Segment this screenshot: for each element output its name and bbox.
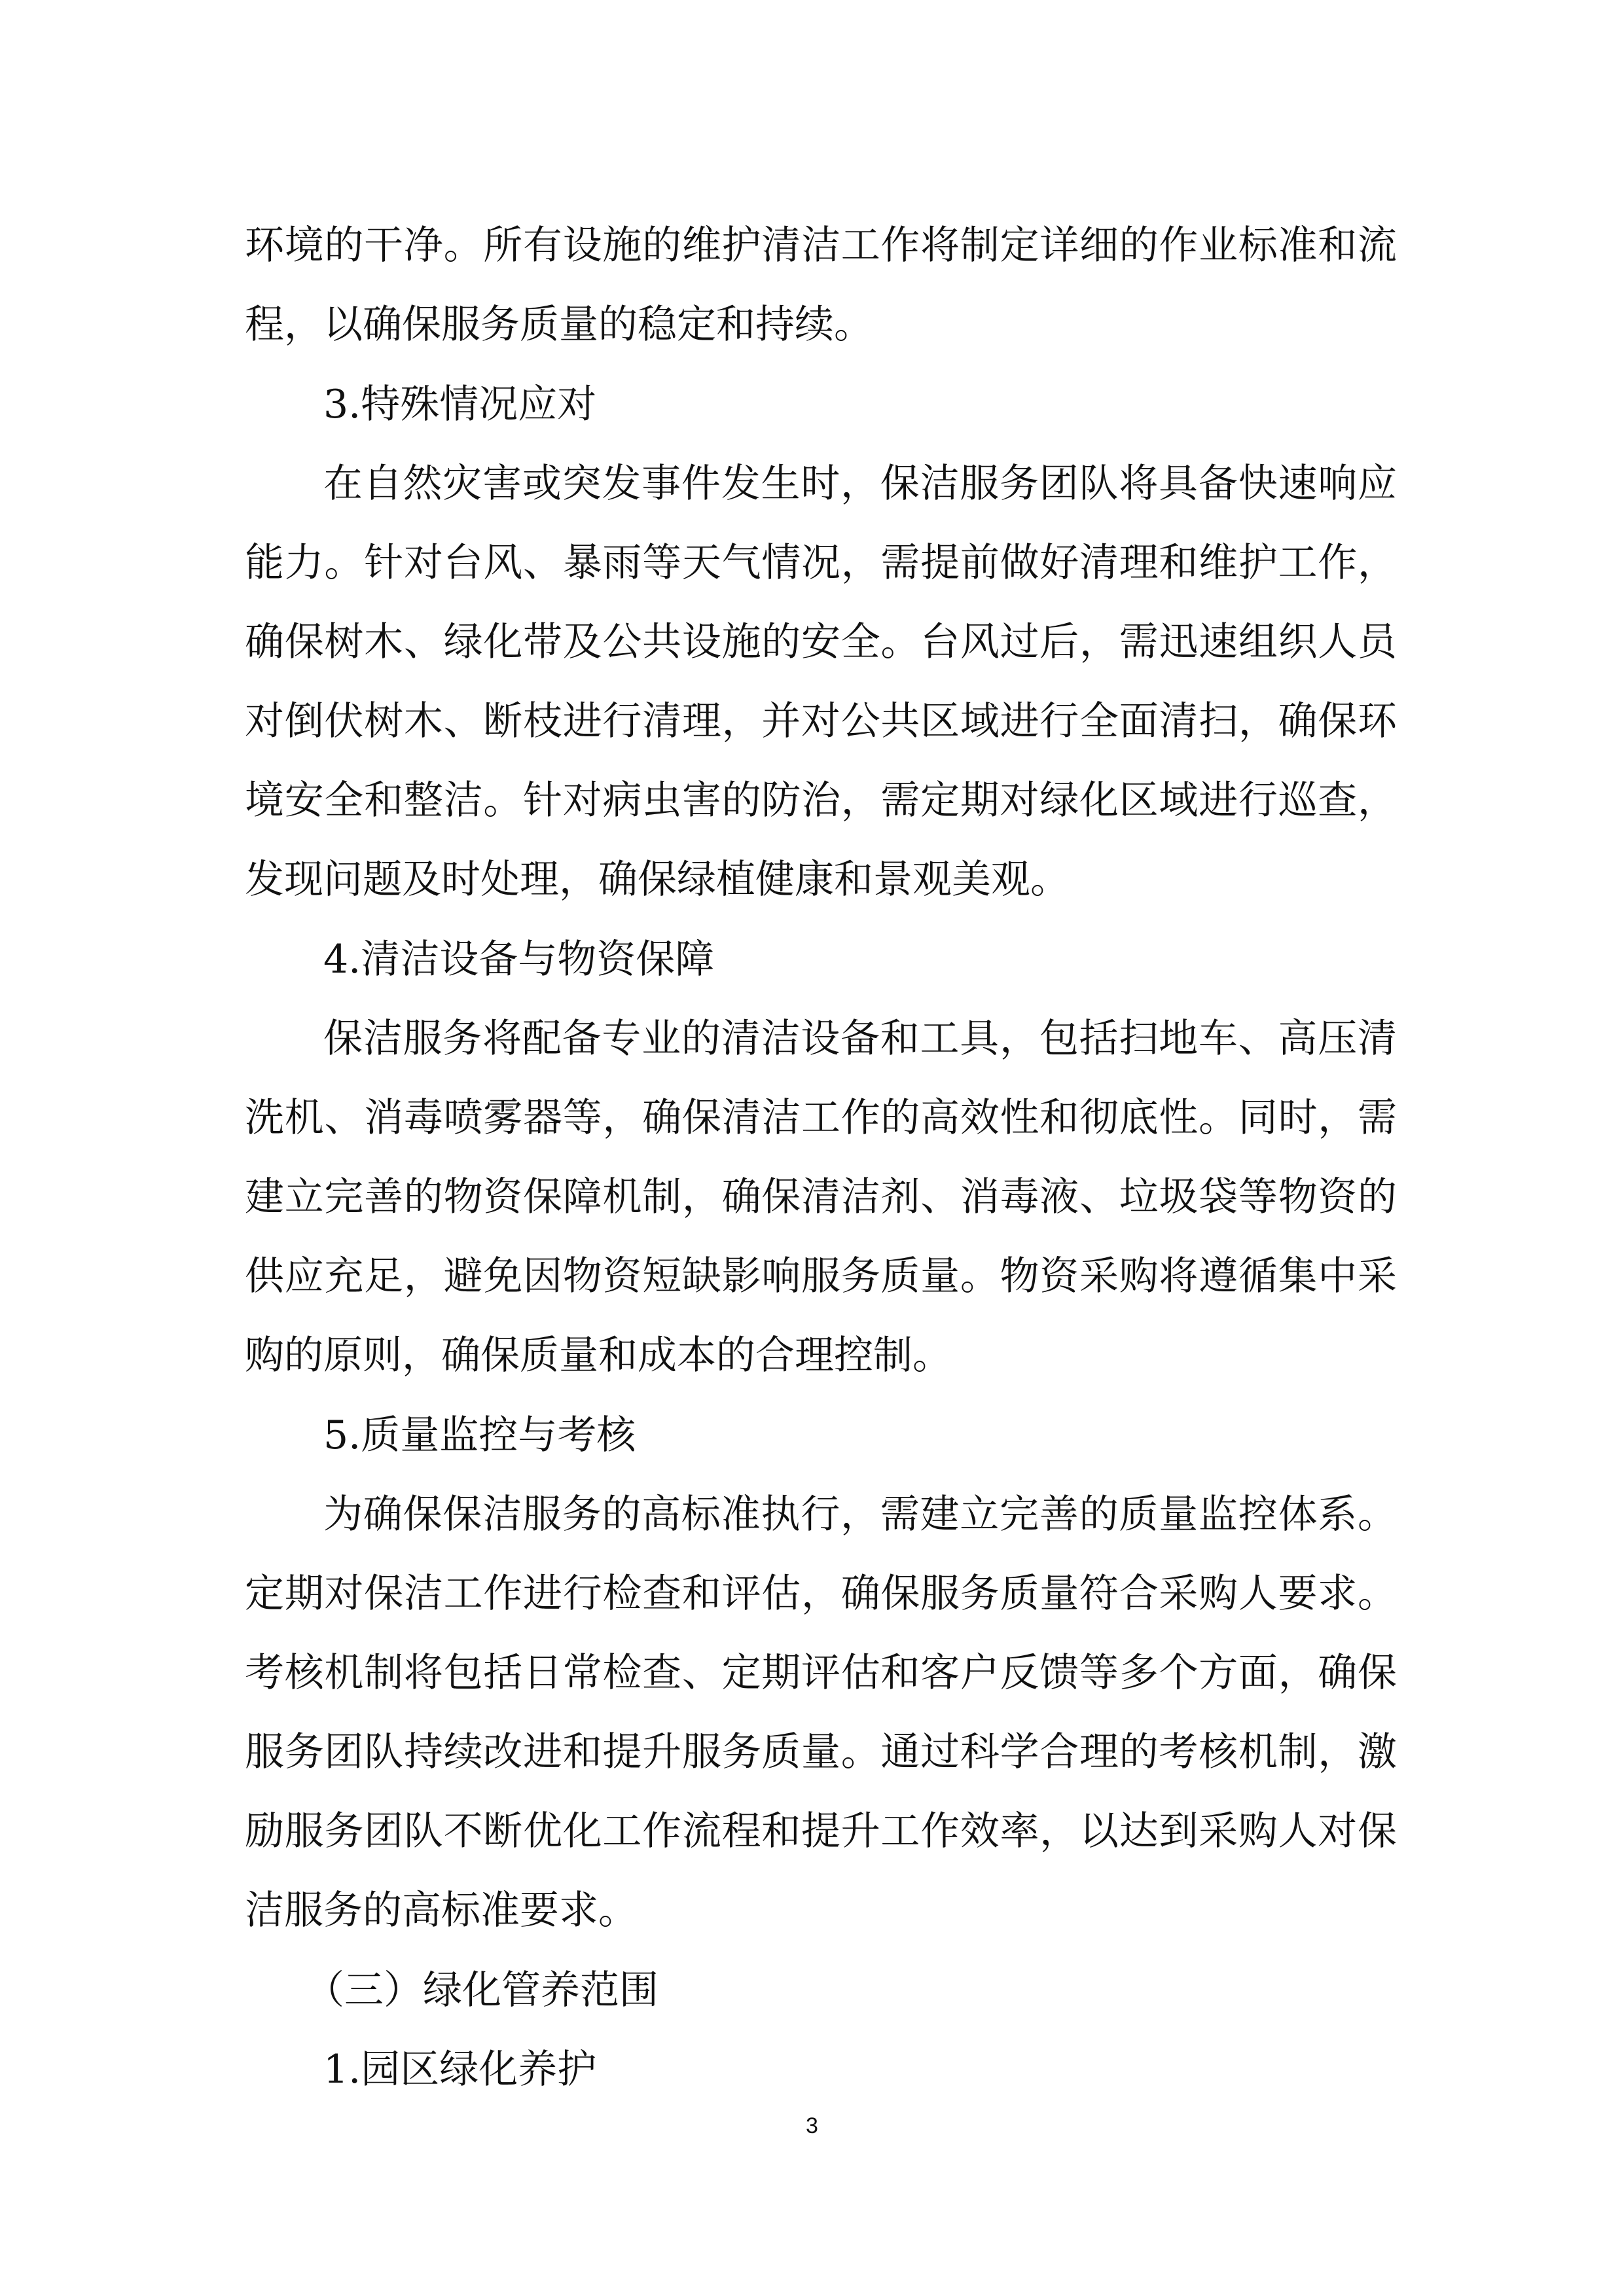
paragraph-line: 购的原则，确保质量和成本的合理控制。: [245, 1333, 952, 1378]
section-heading: 4.清洁设备与物资保障: [323, 937, 715, 982]
subsection-heading: 1.园区绿化养护: [323, 2047, 597, 2092]
paragraph-line: 在自然灾害或突发事件发生时，保洁服务团队将具备快速响应: [323, 461, 1397, 507]
paragraph-line: 定期对保洁工作进行检查和评估，确保服务质量符合采购人要求。: [245, 1571, 1397, 1617]
paragraph-line: 确保树木、绿化带及公共设施的安全。台风过后，需迅速组织人员: [245, 619, 1397, 665]
paragraph-line: 洗机、消毒喷雾器等，确保清洁工作的高效性和彻底性。同时，需: [245, 1095, 1397, 1141]
paragraph-line: 对倒伏树木、断枝进行清理，并对公共区域进行全面清扫，确保环: [245, 698, 1397, 744]
paragraph-line: 发现问题及时处理，确保绿植健康和景观美观。: [245, 857, 1070, 903]
paragraph-line: 程，以确保服务质量的稳定和持续。: [245, 302, 873, 348]
paragraph-line: 供应充足，避免因物资短缺影响服务质量。物资采购将遵循集中采: [245, 1253, 1397, 1299]
section-heading: 5.质量监控与考核: [323, 1412, 636, 1458]
paragraph-line: 建立完善的物资保障机制，确保清洁剂、消毒液、垃圾袋等物资的: [245, 1174, 1397, 1220]
paragraph-line: 服务团队持续改进和提升服务质量。通过科学合理的考核机制，激: [245, 1729, 1397, 1775]
paragraph-line: 为确保保洁服务的高标准执行，需建立完善的质量监控体系。: [323, 1492, 1397, 1537]
paragraph-line: 考核机制将包括日常检查、定期评估和客户反馈等多个方面，确保: [245, 1650, 1397, 1696]
paragraph-line: 保洁服务将配备专业的清洁设备和工具，包括扫地车、高压清: [323, 1016, 1397, 1062]
paragraph-line: 励服务团队不断优化工作流程和提升工作效率，以达到采购人对保: [245, 1808, 1397, 1854]
page-number: 3: [806, 2113, 818, 2138]
paragraph-line: 洁服务的高标准要求。: [245, 1888, 638, 1933]
paragraph-line: 能力。针对台风、暴雨等天气情况，需提前做好清理和维护工作，: [245, 540, 1397, 586]
chapter-heading: （三）绿化管养范围: [305, 1967, 659, 2013]
paragraph-line: 境安全和整洁。针对病虫害的防治，需定期对绿化区域进行巡查，: [245, 778, 1397, 823]
paragraph-line: 环境的干净。所有设施的维护清洁工作将制定详细的作业标准和流: [245, 223, 1397, 268]
section-heading: 3.特殊情况应对: [323, 382, 597, 427]
